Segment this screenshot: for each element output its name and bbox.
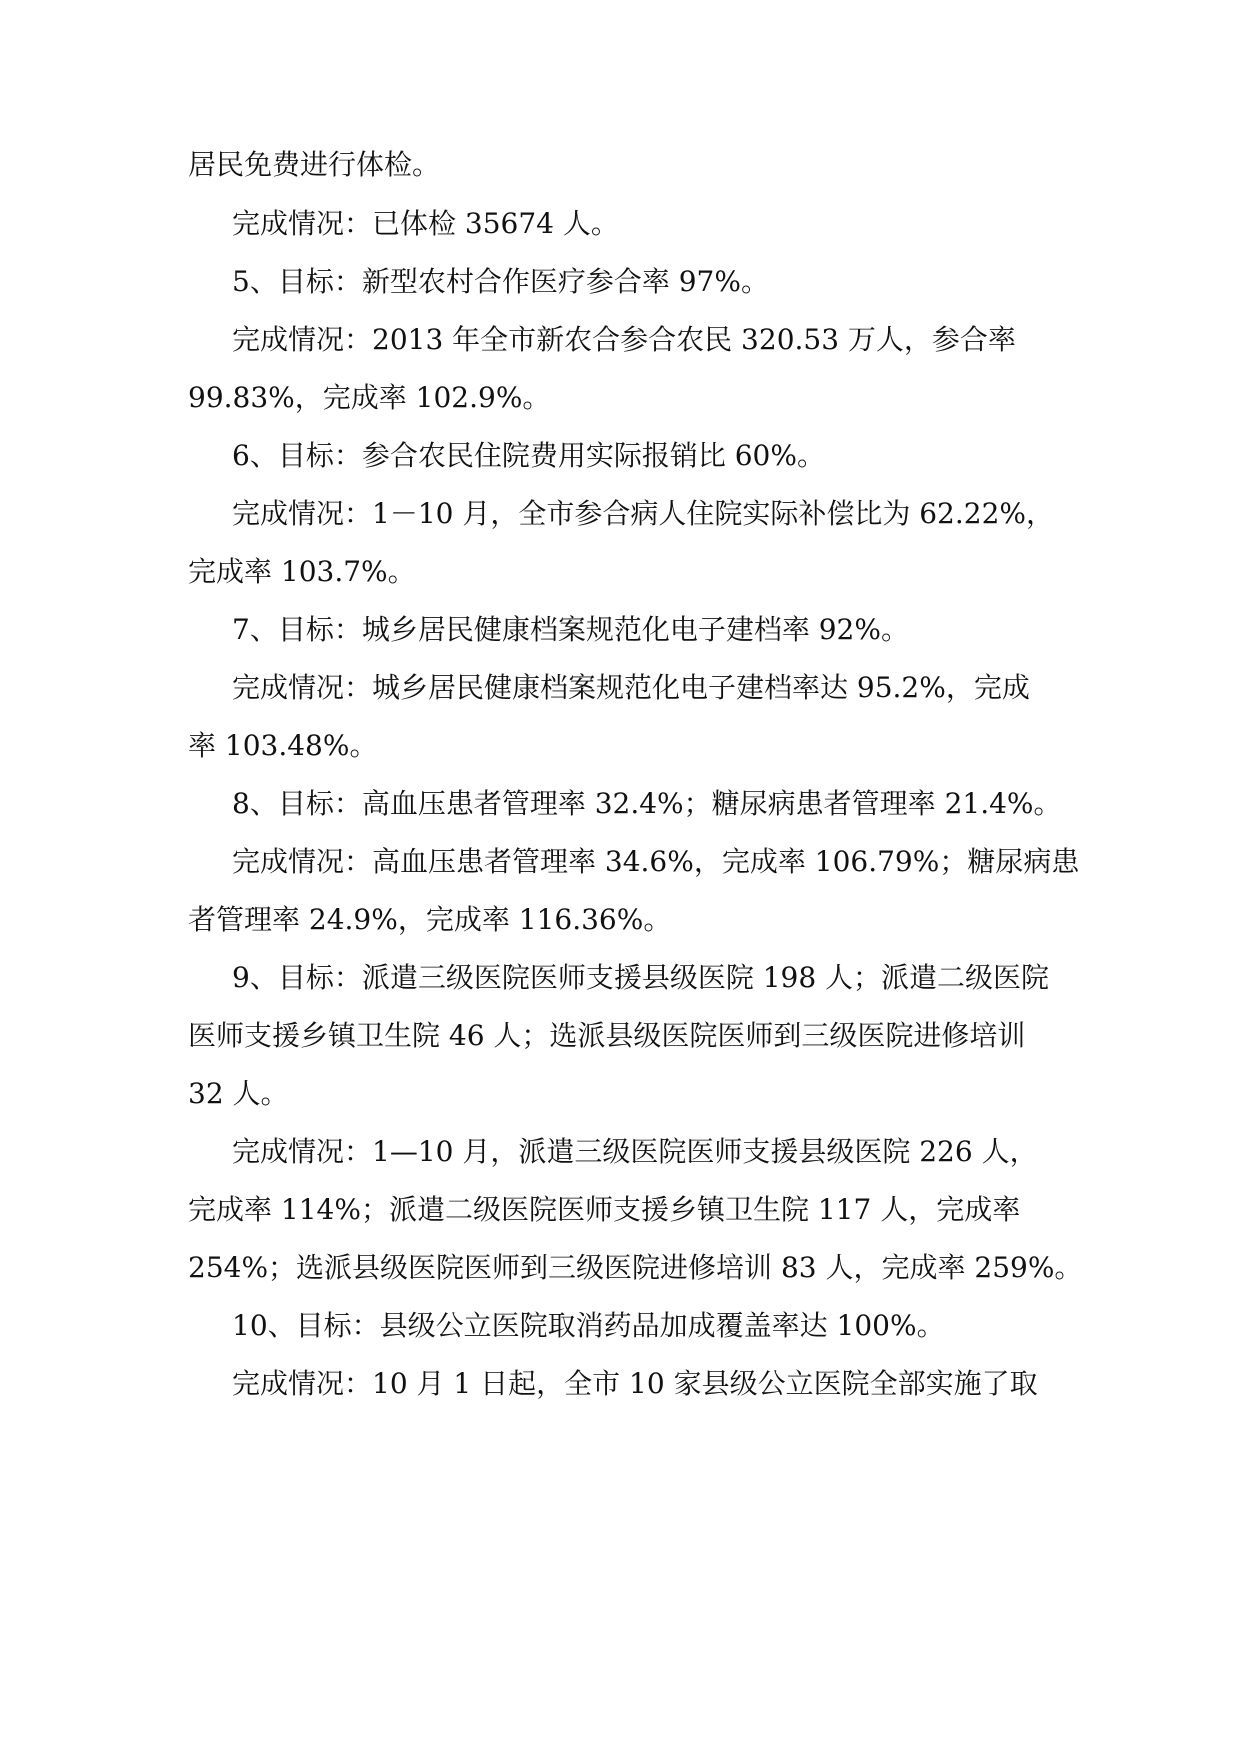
text-line: 者管理率 24.9%，完成率 116.36%。 <box>188 903 672 936</box>
text-line: 完成率 103.7%。 <box>188 555 416 588</box>
text-line: 6、目标：参合农民住院费用实际报销比 60%。 <box>232 439 825 472</box>
text-line: 医师支援乡镇卫生院 46 人；选派县级医院医师到三级医院进修培训 <box>188 1019 1026 1052</box>
text-line: 完成情况：1—10 月，派遣三级医院医师支援县级医院 226 人， <box>232 1135 1038 1168</box>
text-line: 完成情况：高血压患者管理率 34.6%，完成率 106.79%；糖尿病患 <box>232 845 1080 878</box>
text-line: 居民免费进行体检。 <box>188 148 441 181</box>
text-line: 8、目标：高血压患者管理率 32.4%；糖尿病患者管理率 21.4%。 <box>232 787 1062 820</box>
text-line: 32 人。 <box>188 1077 289 1110</box>
text-line: 10、目标：县级公立医院取消药品加成覆盖率达 100%。 <box>232 1309 945 1342</box>
text-line: 完成情况：10 月 1 日起，全市 10 家县级公立医院全部实施了取 <box>232 1367 1038 1400</box>
text-line: 7、目标：城乡居民健康档案规范化电子建档率 92%。 <box>232 613 909 646</box>
text-line: 完成情况：已体检 35674 人。 <box>232 207 619 240</box>
text-line: 5、目标：新型农村合作医疗参合率 97%。 <box>232 265 769 298</box>
text-line: 9、目标：派遣三级医院医师支援县级医院 198 人；派遣二级医院 <box>232 961 1050 994</box>
text-line: 完成率 114%；派遣二级医院医师支援乡镇卫生院 117 人，完成率 <box>188 1193 1021 1226</box>
text-line: 完成情况：1－10 月，全市参合病人住院实际补偿比为 62.22%， <box>232 497 1055 530</box>
text-line: 率 103.48%。 <box>188 729 378 762</box>
text-line: 完成情况：城乡居民健康档案规范化电子建档率达 95.2%，完成 <box>232 671 1030 704</box>
text-line: 254%；选派县级医院医师到三级医院进修培训 83 人，完成率 259%。 <box>188 1251 1083 1284</box>
text-line: 完成情况：2013 年全市新农合参合农民 320.53 万人，参合率 <box>232 323 1016 356</box>
text-line: 99.83%，完成率 102.9%。 <box>188 381 551 414</box>
